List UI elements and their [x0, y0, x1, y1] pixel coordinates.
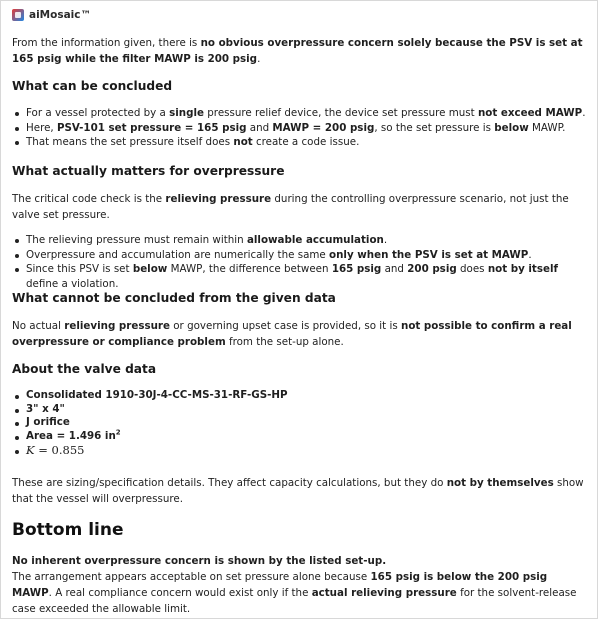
bottom-line-heading: Bottom line [12, 520, 124, 540]
intro-text: From the information given, there is [12, 37, 201, 49]
section-heading-cannot: What cannot be concluded from the given data [12, 291, 336, 305]
section-heading-concluded: What can be concluded [12, 79, 173, 93]
concluded-list [12, 106, 588, 150]
app-name: aiMosaic™ [29, 9, 92, 21]
list-item: Consolidated 1910-30J-4-CC-MS-31-RF-GS-HP [12, 389, 588, 403]
valve-paragraph: These are sizing/specification details. They affect capacity calculations, but they do not by themselves show that the vessel will overpressure. [12, 477, 584, 505]
section-heading-valve: About the valve data [12, 362, 157, 376]
matters-paragraph: The critical code check is the relieving pressure during the controlling overpressure scenario, not just the valve set pressure. [12, 193, 569, 221]
list-item: The relieving pressure must remain within allowable accumulation. [12, 233, 588, 248]
app-brand [12, 8, 91, 22]
cannot-paragraph: No actual relieving pressure or governing upset case is provided, so it is not possible to confirm a real overpressure or compliance problem from the set-up alone. [12, 320, 572, 348]
valve-list [12, 389, 588, 459]
list-item: 3" x 4" [12, 403, 588, 417]
mosaic-logo-icon [12, 9, 24, 21]
intro-paragraph [12, 35, 588, 67]
section-heading-matters: What actually matters for overpressure [12, 164, 285, 178]
intro-text-end: . [257, 53, 261, 65]
list-item-k: K = 0.855 [12, 444, 588, 459]
list-item: Overpressure and accumulation are numerically the same only when the PSV is set at MAWP. [12, 248, 588, 263]
list-item: Here, PSV-101 set pressure = 165 psig and MAWP = 200 psig, so the set pressure is below MAWP. [12, 121, 588, 136]
list-item: That means the set pressure itself does not create a code issue. [12, 135, 588, 150]
intro-bold: no obvious overpressure concern solely because the PSV is set at 165 psig while the filter MAWP is 200 psig [12, 37, 583, 65]
list-item: J orifice [12, 416, 588, 430]
matters-list [12, 233, 588, 291]
bottom-line-paragraph: No inherent overpressure concern is shown by the listed set-up. The arrangement appears acceptable on set pressure alone because 165 psig is below the 200 psig MAWP. A real compliance concern would exist only if the actual relieving pressure for the solvent-release case exceeded the allowable limit. [12, 555, 577, 615]
list-item: For a vessel protected by a single pressure relief device, the device set pressure must not exceed MAWP. [12, 106, 588, 121]
list-item-area: Area = 1.496 $in^2$ [12, 430, 588, 444]
bottom-lead: No inherent overpressure concern is shown by the listed set-up. [12, 555, 387, 567]
list-item: Since this PSV is set below MAWP, the difference between 165 psig and 200 psig does not by itself define a violation. [12, 262, 588, 291]
